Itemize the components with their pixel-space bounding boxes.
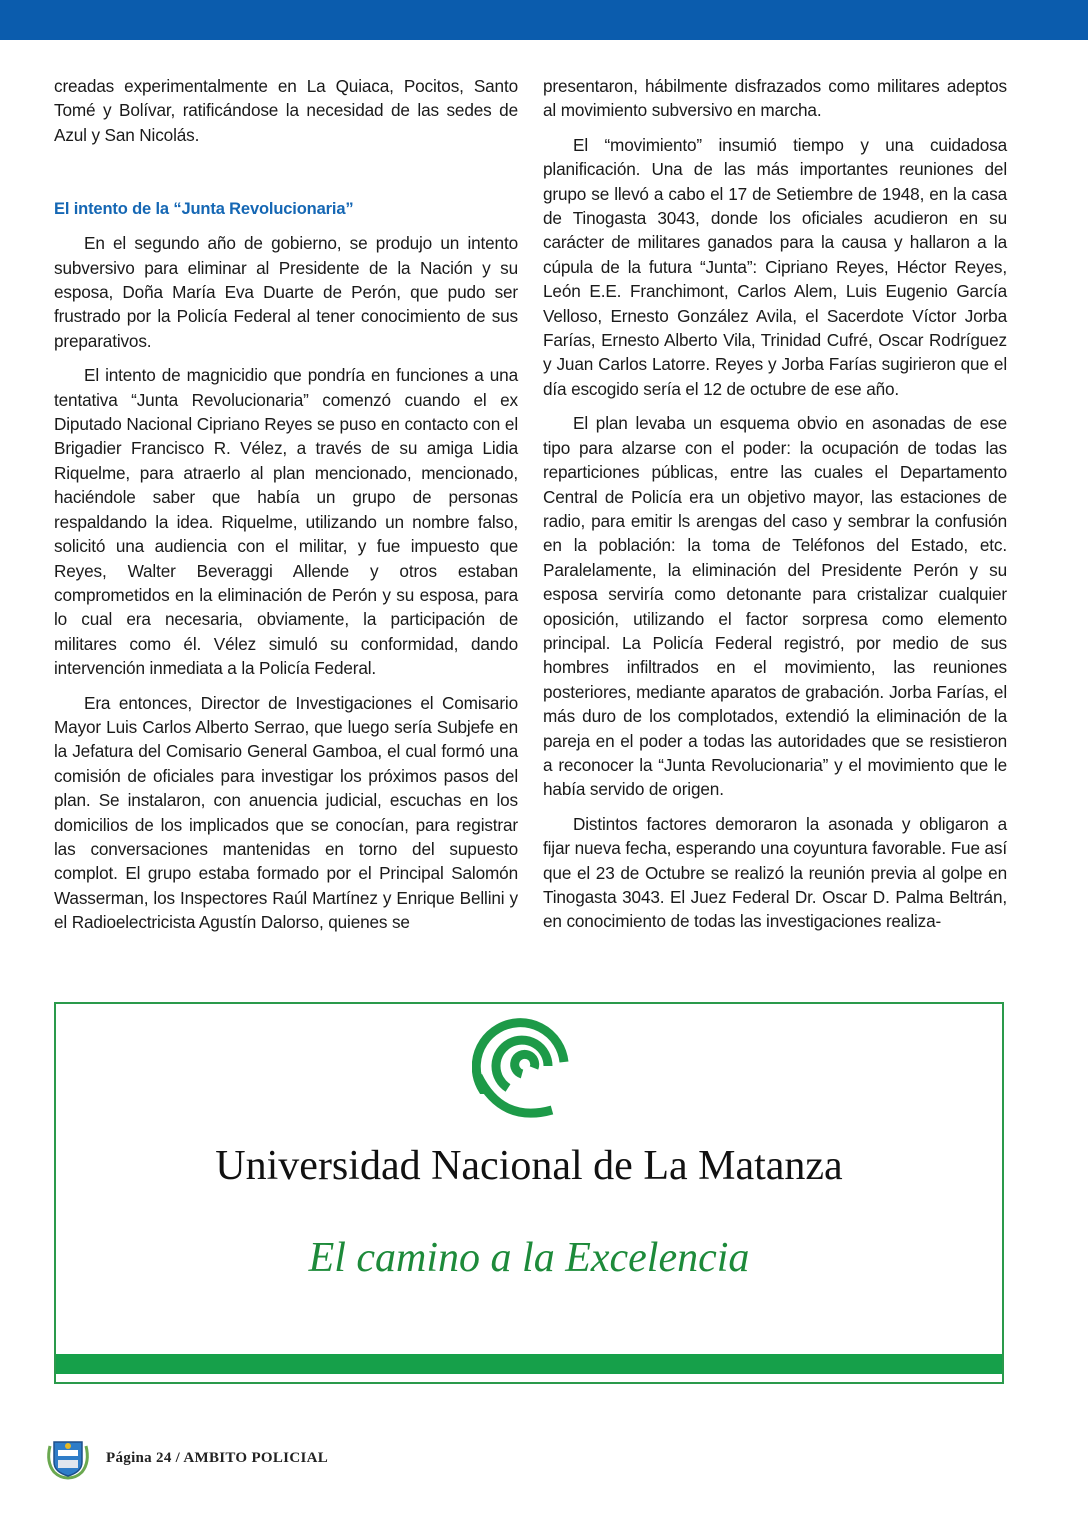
paragraph: El intento de magnicidio que pondría en funciones a una tentativa “Junta Revolucionaria” comenzó cuando el ex Diputado Nacional Cipriano Reyes se puso en contacto con el Brigadier Francisco R. Vélez, a través de su amiga Lidia Riquelme, para atraerlo al plan mencionado, mencionado, haciéndole saber que había un grupo de personas respaldando la idea. Riquelme, utilizando un nombre falso, solicitó una audiencia con el militar, y fue impuesto que Reyes, Walter Beveraggi Allende y otros estaban comprometidos en la eliminación de Perón y su esposa, para lo cual era necesaria, obviamente, la participación de militares como él. Vélez simuló su conformidad, dando intervención inmediata a la Policía Federal. <box>54 365 518 679</box>
university-logo-icon <box>472 1016 572 1122</box>
advertisement <box>54 1002 1004 1384</box>
page-footer <box>44 1436 328 1480</box>
police-emblem-icon <box>44 1436 92 1480</box>
section-heading: El intento de la “Junta Revolucionaria” <box>54 200 354 219</box>
right-column <box>543 74 1007 944</box>
paragraph: En el segundo año de gobierno, se produjo un intento subversivo para eliminar al Presidente de la Nación y su esposa, Doña María Eva Duarte de Perón, que pudo ser frustrado por la Policía Federal al tener conocimiento de sus preparativos. <box>54 233 518 351</box>
paragraph: El plan levaba un esquema obvio en asonadas de ese tipo para alzarse con el poder: la ocupación de todas las reparticiones públicas, entre las cuales el Departamento Central de Policía era un objetivo mayor, las estaciones de radio, para emitir ls arengas del caso y sembrar la confusión en la población: la toma de Teléfonos del Estado, etc. Paralelamente, la eliminación del Presidente Perón y su esposa serviría como detonante para cristalizar cualquier oposición, utilizando el factor sorpresa como elemento principal. La Policía Federal registró, por medio de sus hombres infiltrados en el movimiento, las reuniones posteriores, mediante aparatos de grabación. Jorba Farías, el más duro de los complotados, extendió la eliminación de la pareja en el poder a todas las autoridades que se resistieron a reconocer la “Junta Revolucionaria” y el movimiento que le había servido de origen. <box>543 413 1007 800</box>
paragraph: creadas experimentalmente en La Quiaca, Pocitos, Santo Tomé y Bolívar, ratificándose la necesidad de las sedes de Azul y San Nicolás. <box>54 76 518 145</box>
footer-page-label: Página 24 / AMBITO POLICIAL <box>106 1449 329 1466</box>
advert-slogan: El camino a la Excelencia <box>308 1235 750 1281</box>
left-column <box>54 74 518 945</box>
advert-title: Universidad Nacional de La Matanza <box>215 1143 843 1189</box>
paragraph: El “movimiento” insumió tiempo y una cuidadosa planificación. Una de las más importantes reuniones del grupo se llevó a cabo el 17 de Setiembre de 1948, en la casa de Tinogasta 3043, donde los oficiales acudieron en su carácter de militares ganados para la causa y hallaron a la cúpula de la futura “Junta”: Cipriano Reyes, Héctor Reyes, León E.E. Franchimont, Carlos Alem, Luis Eugenio García Velloso, Ernesto González Avila, el Sacerdote Víctor Jorba Farías, Ernesto Alberto Vila, Trinidad Cufré, Oscar Rodríguez y Juan Carlos Latorre. Reyes y Jorba Farías sugirieron que el día escogido sería el 12 de octubre de ese año. <box>543 134 1007 399</box>
paragraph: Distintos factores demoraron la asonada y obligaron a fijar nueva fecha, esperando una coyuntura favorable. Fue así que el 23 de Octubre se realizó la reunión previa al golpe en Tinogasta 3043. El Juez Federal Dr. Oscar D. Palma Beltrán, en conocimiento de todas las investigaciones realiza- <box>543 813 1007 932</box>
paragraph: Era entonces, Director de Investigaciones el Comisario Mayor Luis Carlos Alberto Serrao, que luego sería Subjefe en la Jefatura del Comisario General Gamboa, el cual formó una comisión de oficiales para investigar los próximos pasos del plan. Se instalaron, con anuencia judicial, escuchas en los domicilios de los implicados que se conocían, para registrar las conversaciones mantenidas en torno del supuesto complot. El grupo estaba formado por el Principal Salomón Wasserman, los Inspectores Raúl Martínez y Enrique Bellini y el Radioelectricista Agustín Dalorso, quienes se <box>54 692 518 933</box>
advert-stripe <box>56 1354 1002 1374</box>
paragraph: presentaron, hábilmente disfrazados como militares adeptos al movimiento subversivo en marcha. <box>543 76 1007 121</box>
header-bar <box>0 0 1088 40</box>
